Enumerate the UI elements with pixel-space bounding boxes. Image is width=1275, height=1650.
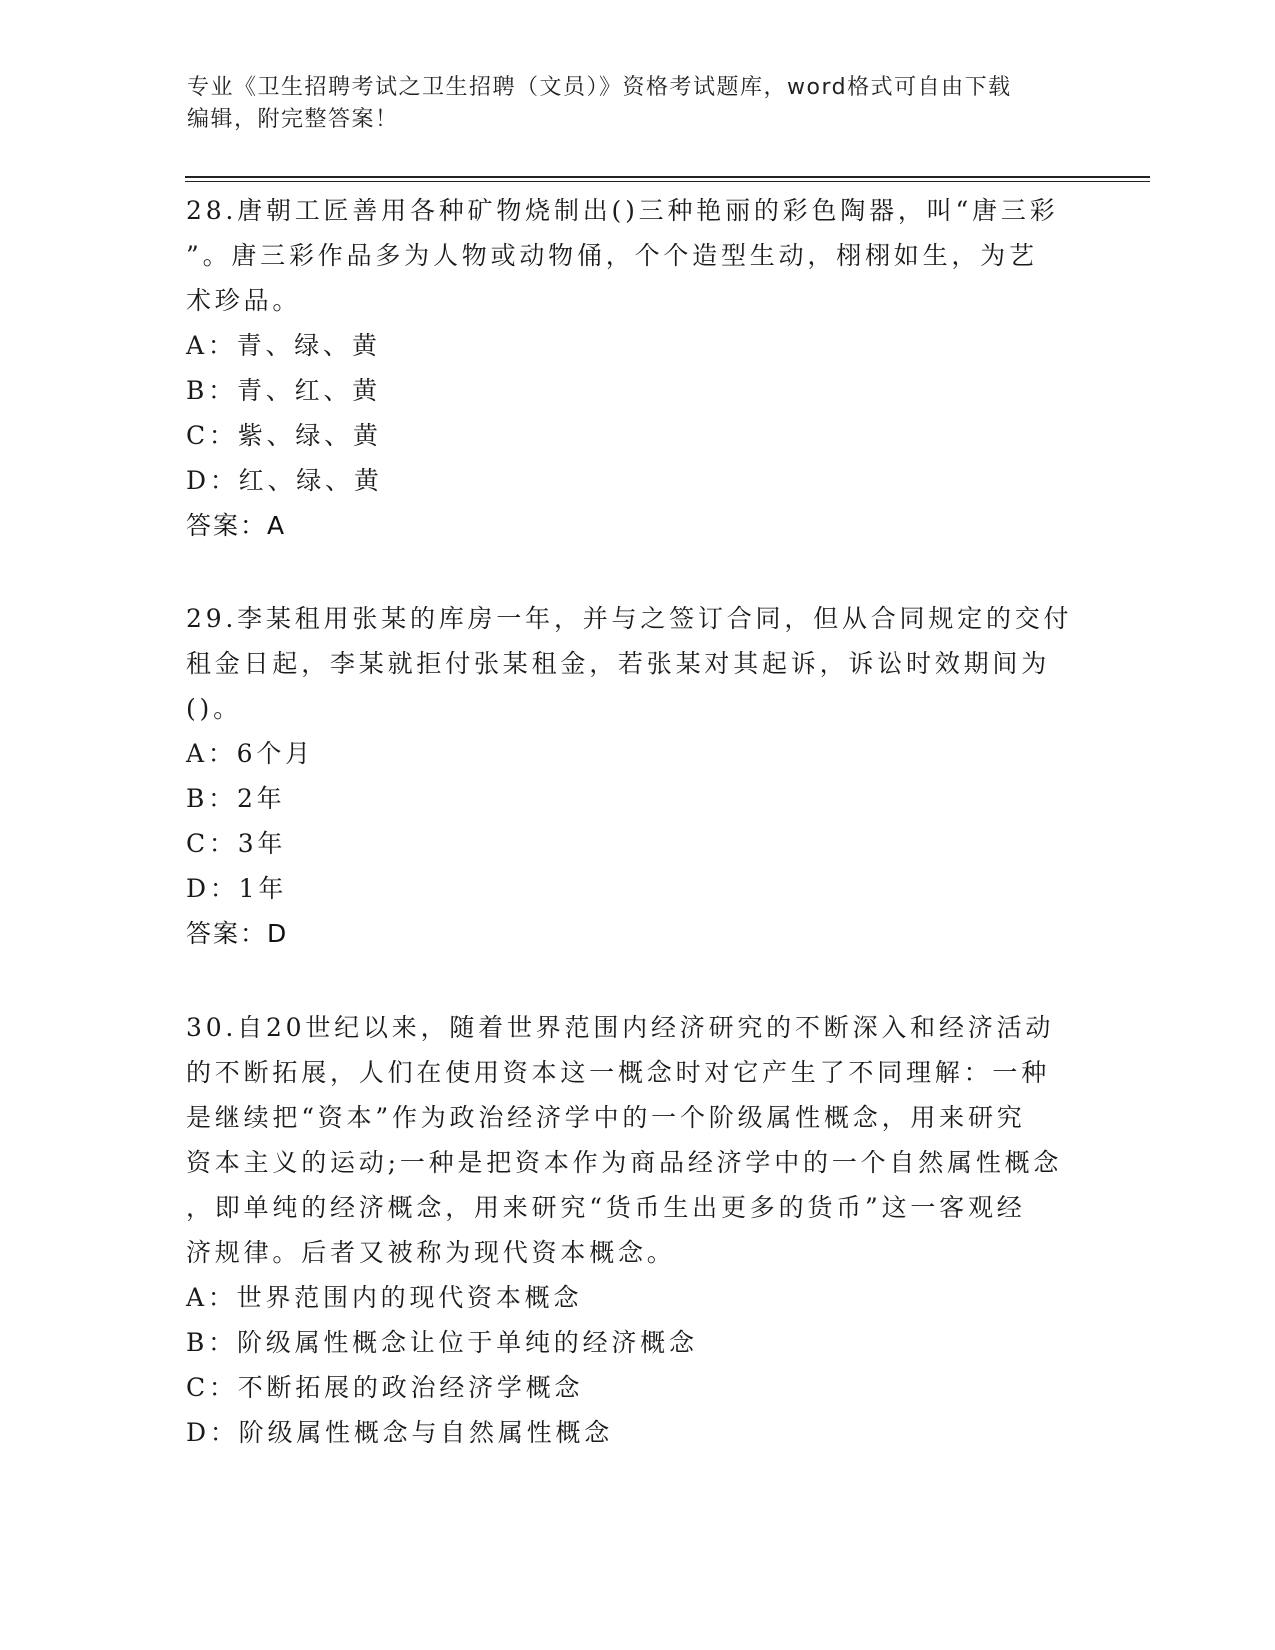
option-c: C：不断拓展的政治经济学概念 (186, 1373, 584, 1402)
option-a: A：世界范围内的现代资本概念 (186, 1283, 583, 1312)
header-divider-thick (185, 176, 1150, 178)
option-d: D：红、绿、黄 (186, 466, 383, 495)
question-30 (186, 1005, 1076, 1455)
question-text-line: ()。 (186, 694, 242, 723)
question-text-line: 30.自20世纪以来，随着世界范围内经济研究的不断深入和经济活动 (186, 1013, 1055, 1042)
question-text-line: 资本主义的运动;一种是把资本作为商品经济学中的一个自然属性概念 (186, 1148, 1063, 1177)
question-28 (186, 188, 1076, 548)
option-d: D：1年 (186, 874, 288, 903)
question-29 (186, 596, 1076, 956)
question-text-line: 29.李某租用张某的库房一年，并与之签订合同，但从合同规定的交付 (186, 604, 1073, 633)
question-text-line: 是继续把“资本”作为政治经济学中的一个阶级属性概念，用来研究 (186, 1103, 1026, 1132)
option-c: C：3年 (186, 829, 287, 858)
header-line-1: 专业《卫生招聘考试之卫生招聘（文员）》资格考试题库，word格式可自由下载 (187, 75, 1012, 100)
question-text-line: 的不断拓展，人们在使用资本这一概念时对它产生了不同理解：一种 (186, 1058, 1051, 1087)
answer-line: 答案：A (186, 511, 287, 540)
question-text-line: 济规律。后者又被称为现代资本概念。 (186, 1238, 676, 1267)
option-a: A：6个月 (186, 739, 314, 768)
option-b: B：2年 (186, 784, 286, 813)
question-text-line: 术珍品。 (186, 286, 302, 315)
option-c: C：紫、绿、黄 (186, 421, 382, 450)
question-text-line: ”。唐三彩作品多为人物或动物俑，个个造型生动，栩栩如生，为艺 (186, 241, 1038, 270)
question-text-line: ，即单纯的经济概念，用来研究“货币生出更多的货币”这一客观经 (186, 1193, 1026, 1222)
answer-line: 答案：D (186, 919, 289, 948)
option-b: B：青、红、黄 (186, 376, 381, 405)
document-header (187, 72, 1067, 136)
option-d: D：阶级属性概念与自然属性概念 (186, 1418, 614, 1447)
option-a: A：青、绿、黄 (186, 331, 381, 360)
question-text-line: 28.唐朝工匠善用各种矿物烧制出()三种艳丽的彩色陶器，叫“唐三彩 (186, 196, 1059, 225)
option-b: B：阶级属性概念让位于单纯的经济概念 (186, 1328, 698, 1357)
header-line-2: 编辑，附完整答案！ (187, 107, 399, 132)
question-text-line: 租金日起，李某就拒付张某租金，若张某对其起诉，诉讼时效期间为 (186, 649, 1051, 678)
header-divider-thin (185, 181, 1150, 182)
